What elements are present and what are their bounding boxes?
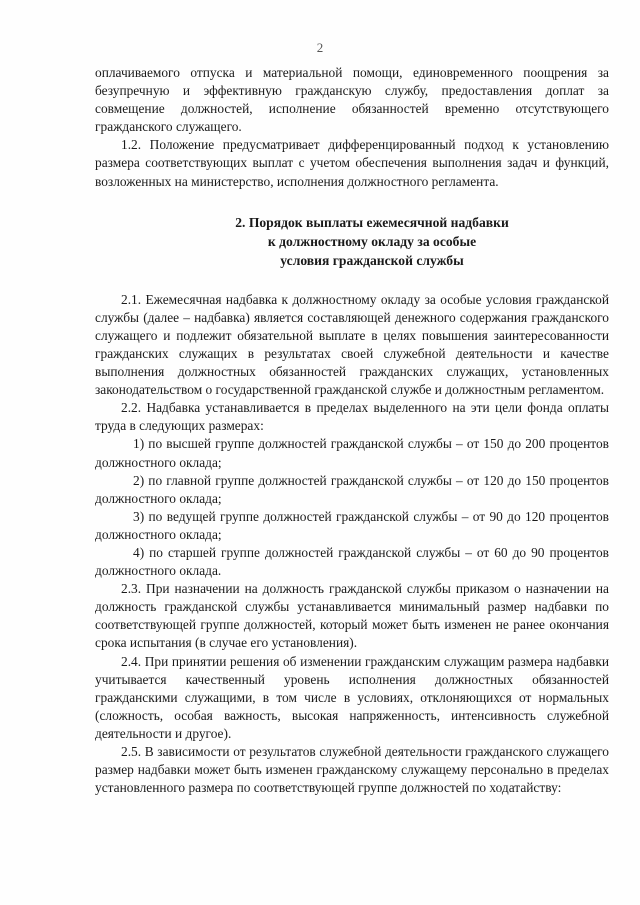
page-number: 2 bbox=[316, 40, 324, 55]
paragraph-1-2: 1.2. Положение предусматривает дифференцированный подход к установлению размера соответствующих выплат с учетом обеспечения выполнения задач и функций, возложенных на министерство, исполнения должностного регламента. bbox=[95, 137, 609, 189]
list-item: 1) по высшей группе должностей гражданской службы – от 150 до 200 процентов должностного оклада; bbox=[95, 436, 609, 470]
paragraph-2-5: 2.5. В зависимости от результатов служебной деятельности гражданского служащего размер надбавки может быть изменен гражданскому служащему персонально в пределах установленного размера по соответствующей группе должностей по ходатайству: bbox=[95, 744, 609, 796]
list-item: 2) по главной группе должностей гражданской службы – от 120 до 150 процентов должностного оклада; bbox=[95, 472, 609, 506]
section-heading-line-2: к должностному окладу за особые bbox=[267, 233, 477, 249]
paragraph-2-4: 2.4. При принятии решения об изменении гражданским служащим размера надбавки учитывается качественный уровень исполнения должностных обязанностей гражданскими служащими, в том числе в условиях, отклоняющихся от нормальных (сложность, особая важность, высокая напряженность, интенсивность служебной деятельности и другое). bbox=[95, 653, 609, 741]
list-item: 4) по старшей группе должностей гражданской службы – от 60 до 90 процентов должностного оклада. bbox=[95, 544, 609, 579]
section-heading-line-3: условия гражданской службы bbox=[280, 252, 464, 268]
intro-paragraph: оплачиваемого отпуска и материальной помощи, единовременного поощрения за безупречную и эффективную гражданскую службу, предоставления доплат за совмещение должностей, исполнение обязанностей временно отсутствующего гражданского служащего. bbox=[95, 65, 609, 135]
section-heading bbox=[95, 213, 609, 270]
document-body bbox=[95, 64, 609, 797]
list-item: 3) по ведущей группе должностей гражданской службы – от 90 до 120 процентов должностного оклада; bbox=[95, 508, 609, 542]
paragraph-2-2: 2.2. Надбавка устанавливается в пределах выделенного на эти цели фонда оплаты труда в следующих размерах: bbox=[95, 400, 609, 434]
paragraph-2-3: 2.3. При назначении на должность гражданской службы приказом о назначении на должность гражданской службы устанавливается минимальный размер надбавки по соответствующей группе должностей, который может быть изменен не ранее окончания срока испытания (в случае его установления). bbox=[95, 581, 609, 651]
paragraph-2-1: 2.1. Ежемесячная надбавка к должностному окладу за особые условия гражданской службы (далее – надбавка) является составляющей денежного содержания гражданского служащего и подлежит обязательной выплате в целях повышения заинтересованности гражданских служащих в результатах своей служебной деятельности и качестве выполнения должностных обязанностей гражданских служащих, установленных законодательством о государственной гражданской службе и должностным регламентом. bbox=[95, 291, 609, 398]
section-heading-line-1: 2. Порядок выплаты ежемесячной надбавки bbox=[235, 214, 509, 230]
